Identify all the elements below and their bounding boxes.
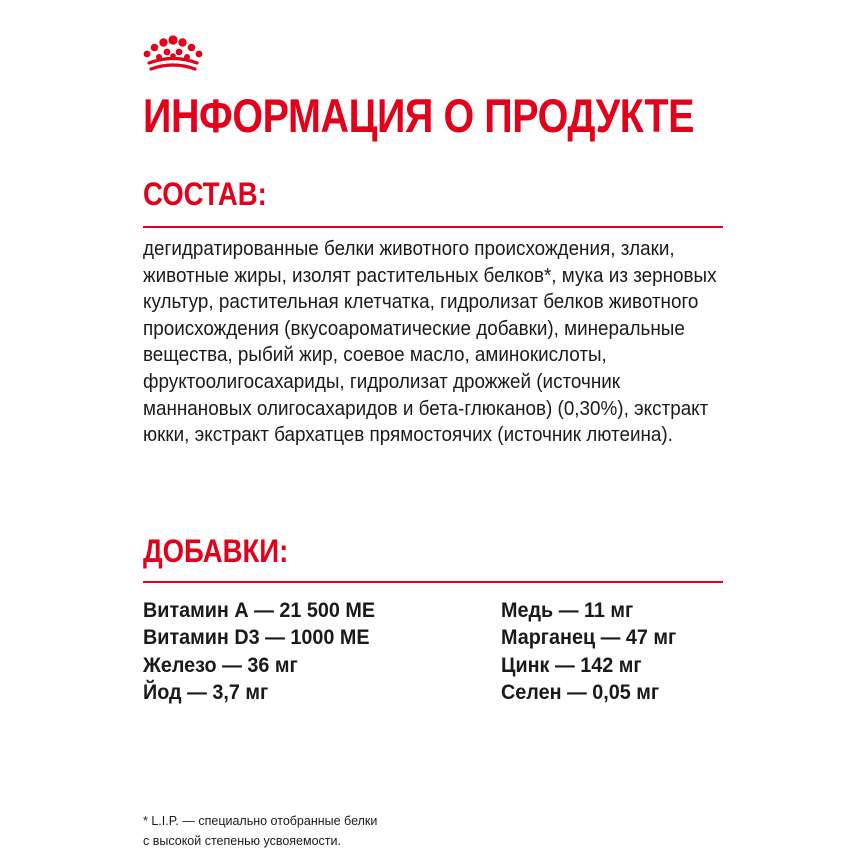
additive-item: Витамин А — 21 500 МЕ <box>143 598 376 622</box>
footnote-line: с высокой степенью усвояемости. <box>143 834 341 848</box>
composition-heading: СОСТАВ: <box>143 176 267 212</box>
additive-item: Цинк — 142 мг <box>501 652 642 677</box>
additive-item: Витамин D3 — 1000 МЕ <box>143 625 370 650</box>
footnote-line: * L.I.P. — специально отобранные белки <box>143 814 378 828</box>
additive-item: Селен — 0,05 мг <box>501 679 660 704</box>
additive-item: Медь — 11 мг <box>501 598 634 622</box>
page-title: ИНФОРМАЦИЯ О ПРОДУКТЕ <box>143 89 695 142</box>
additives-left-column <box>143 597 375 706</box>
composition-text: дегидратированные белки животного происхождения, злаки, животные жиры, изолят растительных белков*, мука из зерновых культур, растительная клетчатка, гидролизат белков животного происхождения (вкусоароматические добавки), минеральные вещества, рыбий жир, соевое масло, аминокислоты, фруктоолигосахариды, гидролизат дрожжей (источник маннановых олигосахаридов и бета-глюканов) (0,30%), экстракт юкки, экстракт бархатцев прямостоячих (источник лютеина). <box>143 237 717 447</box>
additive-item: Железо — 36 мг <box>143 652 298 677</box>
additive-item: Йод — 3,7 мг <box>143 679 269 704</box>
royal-canin-crown-icon <box>140 34 206 76</box>
composition-divider <box>143 226 723 228</box>
additive-item: Марганец — 47 мг <box>501 625 677 650</box>
additives-right-column <box>501 597 676 706</box>
footnote <box>143 811 377 851</box>
additives-divider <box>143 581 723 583</box>
additives-heading: ДОБАВКИ: <box>143 533 289 569</box>
